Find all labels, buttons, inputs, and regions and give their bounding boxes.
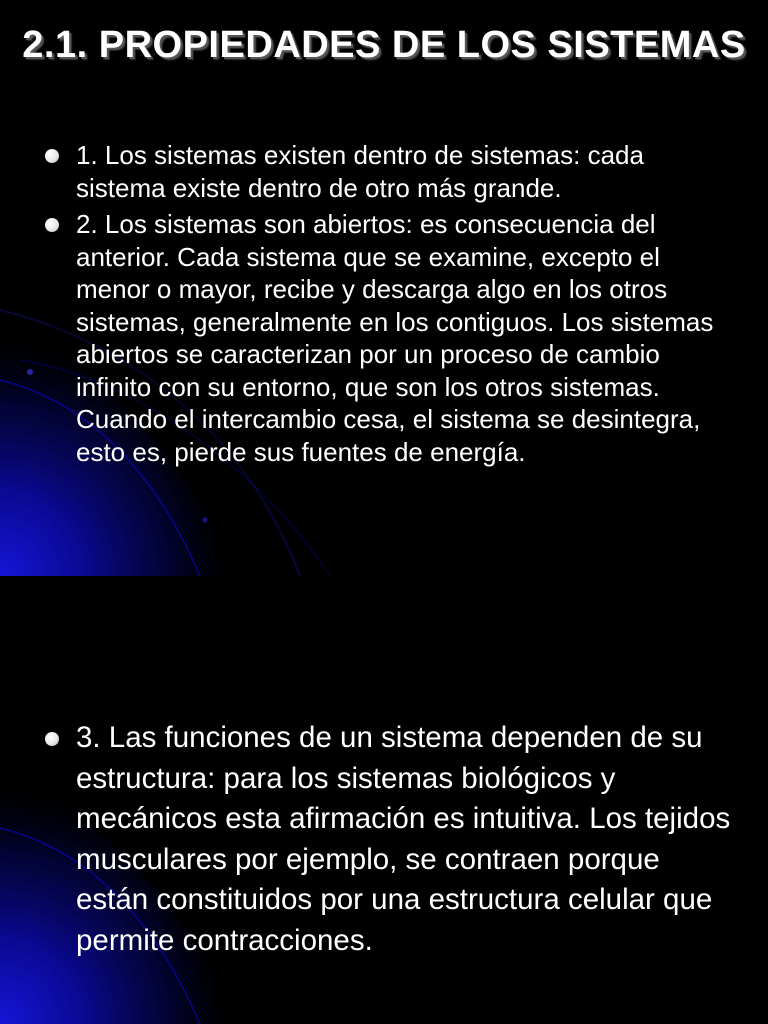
bullet-item-2: [44, 208, 734, 468]
bullet-list: [44, 139, 734, 472]
bullet-dot-icon: [45, 149, 59, 163]
bullet-dot-icon: [45, 732, 59, 746]
bullet-text: 1. Los sistemas existen dentro de sistemas: cada sistema existe dentro de otro más grande.: [76, 140, 644, 203]
bullet-item-3: [44, 718, 734, 961]
bullet-dot-icon: [45, 218, 59, 232]
slide-title: 2.1. PROPIEDADES DE LOS SISTEMAS: [22, 24, 746, 66]
bullet-text: 2. Los sistemas son abiertos: es consecuencia del anterior. Cada sistema que se examine, excepto el menor o mayor, recibe y descarga algo en los otros sistemas, generalmente en los contiguos. Los sistemas abiertos se caracterizan por un proceso de cambio infinito con su entorno, que son los otros sistemas. Cuando el intercambio cesa, el sistema se desintegra, esto es, pierde sus fuentes de energía.: [76, 209, 714, 467]
bullet-item-1: [44, 139, 734, 204]
bullet-list: [44, 718, 734, 961]
bullet-text: 3. Las funciones de un sistema dependen de su estructura: para los sistemas biológicos y mecánicos esta afirmación es intuitiva. Los tejidos musculares por ejemplo, se contraen porque están constituidos por una estructura celular que permite contracciones.: [76, 721, 731, 957]
slide-2: [0, 576, 768, 1024]
